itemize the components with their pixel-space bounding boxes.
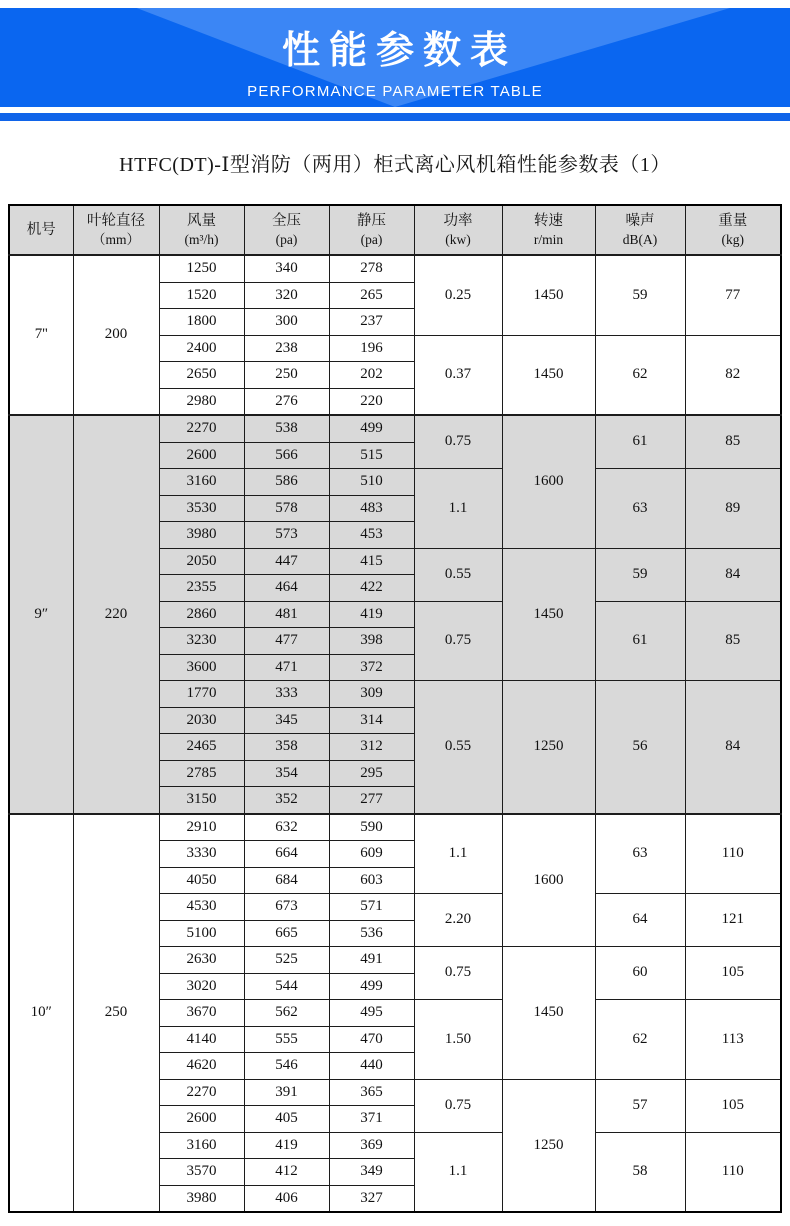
- static-pressure-cell: 277: [329, 787, 414, 814]
- header-row: [9, 205, 781, 255]
- total-pressure-cell: 300: [244, 309, 329, 336]
- static-pressure-cell: 372: [329, 654, 414, 681]
- airflow-cell: 2270: [159, 415, 244, 442]
- static-pressure-cell: 491: [329, 947, 414, 974]
- header-noise: 噪声 dB(A): [595, 205, 685, 255]
- airflow-cell: 4050: [159, 867, 244, 894]
- airflow-cell: 3670: [159, 1000, 244, 1027]
- noise-cell: 59: [595, 548, 685, 601]
- total-pressure-cell: 406: [244, 1185, 329, 1212]
- total-pressure-cell: 276: [244, 388, 329, 415]
- noise-cell: 61: [595, 601, 685, 681]
- power-cell: 1.1: [414, 814, 502, 894]
- static-pressure-cell: 278: [329, 255, 414, 282]
- total-pressure-cell: 525: [244, 947, 329, 974]
- total-pressure-cell: 405: [244, 1106, 329, 1133]
- static-pressure-cell: 453: [329, 522, 414, 549]
- airflow-cell: 2980: [159, 388, 244, 415]
- airflow-cell: 4530: [159, 894, 244, 921]
- diameter-cell: 200: [73, 255, 159, 415]
- weight-cell: 84: [685, 548, 781, 601]
- noise-cell: 61: [595, 415, 685, 469]
- total-pressure-cell: 238: [244, 335, 329, 362]
- airflow-cell: 2270: [159, 1079, 244, 1106]
- total-pressure-cell: 333: [244, 681, 329, 708]
- model-cell: 9″: [9, 415, 73, 814]
- weight-cell: 85: [685, 601, 781, 681]
- static-pressure-cell: 398: [329, 628, 414, 655]
- banner-subtitle: PERFORMANCE PARAMETER TABLE: [247, 83, 543, 100]
- airflow-cell: 3230: [159, 628, 244, 655]
- total-pressure-cell: 447: [244, 548, 329, 575]
- total-pressure-cell: 340: [244, 255, 329, 282]
- power-cell: 1.50: [414, 1000, 502, 1080]
- total-pressure-cell: 586: [244, 469, 329, 496]
- total-pressure-cell: 578: [244, 495, 329, 522]
- total-pressure-cell: 477: [244, 628, 329, 655]
- weight-cell: 110: [685, 814, 781, 894]
- static-pressure-cell: 536: [329, 920, 414, 947]
- airflow-cell: 3160: [159, 469, 244, 496]
- total-pressure-cell: 358: [244, 734, 329, 761]
- static-pressure-cell: 202: [329, 362, 414, 389]
- static-pressure-cell: 220: [329, 388, 414, 415]
- speed-cell: 1600: [502, 415, 595, 548]
- total-pressure-cell: 673: [244, 894, 329, 921]
- airflow-cell: 3530: [159, 495, 244, 522]
- weight-cell: 113: [685, 1000, 781, 1080]
- power-cell: 0.37: [414, 335, 502, 415]
- static-pressure-cell: 515: [329, 442, 414, 469]
- static-pressure-cell: 196: [329, 335, 414, 362]
- airflow-cell: 2910: [159, 814, 244, 841]
- total-pressure-cell: 345: [244, 707, 329, 734]
- static-pressure-cell: 369: [329, 1132, 414, 1159]
- total-pressure-cell: 419: [244, 1132, 329, 1159]
- airflow-cell: 3330: [159, 841, 244, 868]
- power-cell: 0.55: [414, 548, 502, 601]
- total-pressure-cell: 555: [244, 1026, 329, 1053]
- total-pressure-cell: 320: [244, 282, 329, 309]
- airflow-cell: 2860: [159, 601, 244, 628]
- total-pressure-cell: 538: [244, 415, 329, 442]
- airflow-cell: 1800: [159, 309, 244, 336]
- total-pressure-cell: 354: [244, 760, 329, 787]
- power-cell: 2.20: [414, 894, 502, 947]
- model-cell: 7'': [9, 255, 73, 415]
- airflow-cell: 3570: [159, 1159, 244, 1186]
- static-pressure-cell: 483: [329, 495, 414, 522]
- total-pressure-cell: 352: [244, 787, 329, 814]
- static-pressure-cell: 603: [329, 867, 414, 894]
- weight-cell: 82: [685, 335, 781, 415]
- airflow-cell: 3980: [159, 1185, 244, 1212]
- static-pressure-cell: 510: [329, 469, 414, 496]
- noise-cell: 59: [595, 255, 685, 335]
- static-pressure-cell: 237: [329, 309, 414, 336]
- divider-bar: [0, 113, 790, 121]
- weight-cell: 105: [685, 947, 781, 1000]
- speed-cell: 1250: [502, 1079, 595, 1212]
- static-pressure-cell: 415: [329, 548, 414, 575]
- speed-cell: 1450: [502, 947, 595, 1080]
- total-pressure-cell: 471: [244, 654, 329, 681]
- airflow-cell: 3600: [159, 654, 244, 681]
- noise-cell: 63: [595, 814, 685, 894]
- total-pressure-cell: 464: [244, 575, 329, 602]
- weight-cell: 84: [685, 681, 781, 814]
- power-cell: 0.25: [414, 255, 502, 335]
- header-power: 功率 (kw): [414, 205, 502, 255]
- total-pressure-cell: 632: [244, 814, 329, 841]
- static-pressure-cell: 365: [329, 1079, 414, 1106]
- header-total-pressure: 全压 (pa): [244, 205, 329, 255]
- power-cell: 0.75: [414, 1079, 502, 1132]
- total-pressure-cell: 481: [244, 601, 329, 628]
- table-row: [9, 255, 781, 282]
- noise-cell: 56: [595, 681, 685, 814]
- airflow-cell: 2050: [159, 548, 244, 575]
- noise-cell: 64: [595, 894, 685, 947]
- power-cell: 1.1: [414, 1132, 502, 1212]
- speed-cell: 1250: [502, 681, 595, 814]
- power-cell: 0.55: [414, 681, 502, 814]
- airflow-cell: 4140: [159, 1026, 244, 1053]
- table-row: [9, 814, 781, 841]
- noise-cell: 58: [595, 1132, 685, 1212]
- static-pressure-cell: 470: [329, 1026, 414, 1053]
- speed-cell: 1450: [502, 548, 595, 681]
- header-weight: 重量 (kg): [685, 205, 781, 255]
- power-cell: 0.75: [414, 947, 502, 1000]
- airflow-cell: 3980: [159, 522, 244, 549]
- static-pressure-cell: 495: [329, 1000, 414, 1027]
- static-pressure-cell: 609: [329, 841, 414, 868]
- total-pressure-cell: 546: [244, 1053, 329, 1080]
- diameter-cell: 220: [73, 415, 159, 814]
- header-static-pressure: 静压 (pa): [329, 205, 414, 255]
- noise-cell: 62: [595, 335, 685, 415]
- airflow-cell: 2600: [159, 1106, 244, 1133]
- power-cell: 1.1: [414, 469, 502, 549]
- total-pressure-cell: 562: [244, 1000, 329, 1027]
- airflow-cell: 2630: [159, 947, 244, 974]
- static-pressure-cell: 419: [329, 601, 414, 628]
- static-pressure-cell: 309: [329, 681, 414, 708]
- airflow-cell: 2355: [159, 575, 244, 602]
- speed-cell: 1600: [502, 814, 595, 947]
- static-pressure-cell: 312: [329, 734, 414, 761]
- total-pressure-cell: 566: [244, 442, 329, 469]
- banner: [0, 8, 790, 107]
- weight-cell: 121: [685, 894, 781, 947]
- airflow-cell: 2030: [159, 707, 244, 734]
- banner-title: 性能参数表: [281, 30, 517, 72]
- total-pressure-cell: 665: [244, 920, 329, 947]
- weight-cell: 77: [685, 255, 781, 335]
- speed-cell: 1450: [502, 335, 595, 415]
- diameter-cell: 250: [73, 814, 159, 1213]
- table-container: [8, 204, 780, 1213]
- static-pressure-cell: 349: [329, 1159, 414, 1186]
- header-diameter: 叶轮直径 （mm）: [73, 205, 159, 255]
- weight-cell: 85: [685, 415, 781, 469]
- static-pressure-cell: 295: [329, 760, 414, 787]
- airflow-cell: 2465: [159, 734, 244, 761]
- total-pressure-cell: 391: [244, 1079, 329, 1106]
- static-pressure-cell: 371: [329, 1106, 414, 1133]
- total-pressure-cell: 664: [244, 841, 329, 868]
- static-pressure-cell: 265: [329, 282, 414, 309]
- airflow-cell: 3150: [159, 787, 244, 814]
- static-pressure-cell: 327: [329, 1185, 414, 1212]
- header-airflow: 风量 (m³/h): [159, 205, 244, 255]
- airflow-cell: 4620: [159, 1053, 244, 1080]
- power-cell: 0.75: [414, 601, 502, 681]
- static-pressure-cell: 499: [329, 415, 414, 442]
- noise-cell: 62: [595, 1000, 685, 1080]
- header-model: 机号: [9, 205, 73, 255]
- static-pressure-cell: 314: [329, 707, 414, 734]
- model-cell: 10″: [9, 814, 73, 1213]
- speed-cell: 1450: [502, 255, 595, 335]
- weight-cell: 89: [685, 469, 781, 549]
- total-pressure-cell: 412: [244, 1159, 329, 1186]
- static-pressure-cell: 590: [329, 814, 414, 841]
- static-pressure-cell: 422: [329, 575, 414, 602]
- total-pressure-cell: 544: [244, 973, 329, 1000]
- noise-cell: 60: [595, 947, 685, 1000]
- weight-cell: 105: [685, 1079, 781, 1132]
- weight-cell: 110: [685, 1132, 781, 1212]
- power-cell: 0.75: [414, 415, 502, 469]
- airflow-cell: 3160: [159, 1132, 244, 1159]
- header-speed: 转速 r/min: [502, 205, 595, 255]
- static-pressure-cell: 499: [329, 973, 414, 1000]
- total-pressure-cell: 250: [244, 362, 329, 389]
- airflow-cell: 2400: [159, 335, 244, 362]
- static-pressure-cell: 440: [329, 1053, 414, 1080]
- noise-cell: 63: [595, 469, 685, 549]
- table-row: [9, 415, 781, 442]
- total-pressure-cell: 573: [244, 522, 329, 549]
- performance-table: [8, 204, 782, 1213]
- airflow-cell: 3020: [159, 973, 244, 1000]
- airflow-cell: 2650: [159, 362, 244, 389]
- airflow-cell: 2785: [159, 760, 244, 787]
- static-pressure-cell: 571: [329, 894, 414, 921]
- page-title: HTFC(DT)-Ⅰ型消防（两用）柜式离心风机箱性能参数表（1）: [119, 154, 671, 176]
- noise-cell: 57: [595, 1079, 685, 1132]
- airflow-cell: 1520: [159, 282, 244, 309]
- airflow-cell: 1250: [159, 255, 244, 282]
- total-pressure-cell: 684: [244, 867, 329, 894]
- airflow-cell: 2600: [159, 442, 244, 469]
- airflow-cell: 5100: [159, 920, 244, 947]
- airflow-cell: 1770: [159, 681, 244, 708]
